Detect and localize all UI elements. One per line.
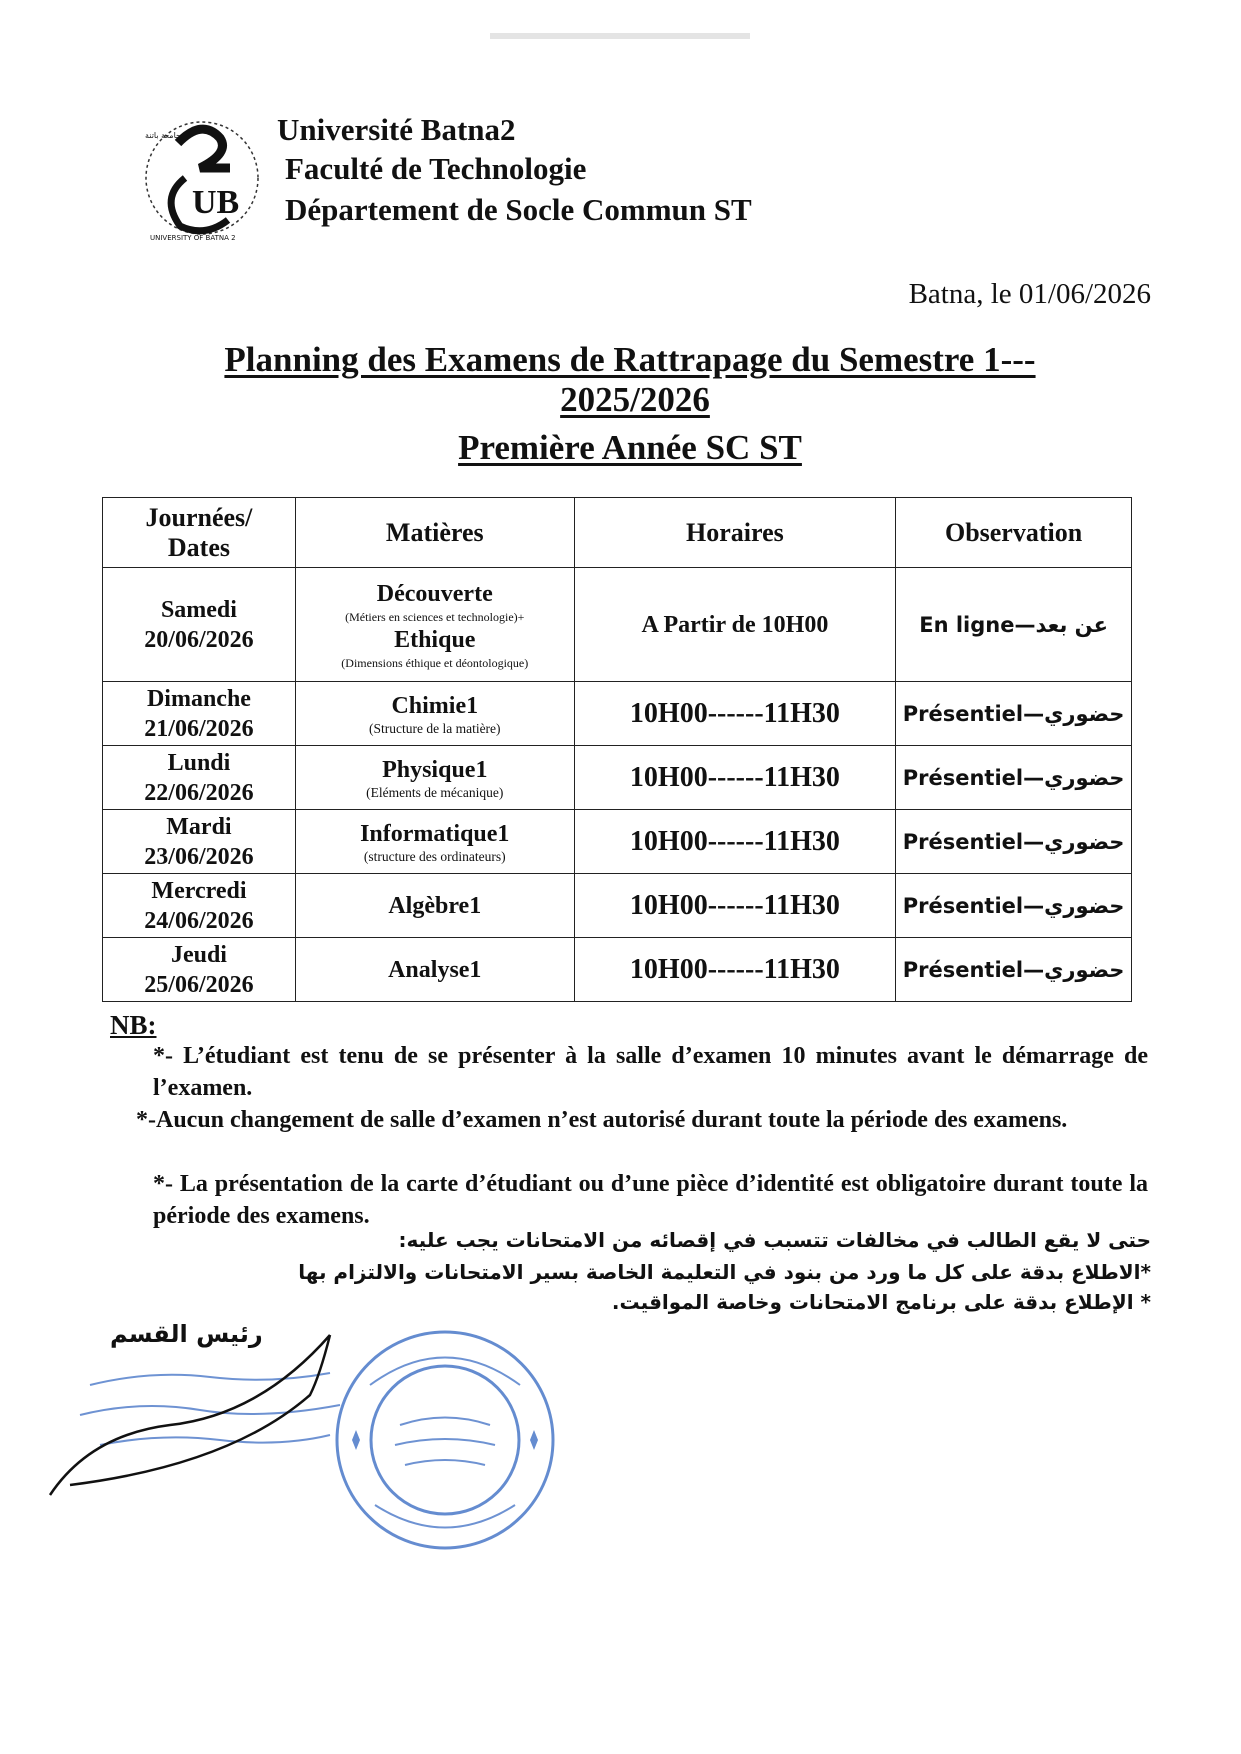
note-item: *- L’étudiant est tenu de se présenter à la salle d’examen 10 minutes avant le démarrage de l’examen. [153, 1043, 1148, 1101]
page-title-year: 2025/2026 [560, 380, 710, 419]
time-cell: A Partir de 10H00 [574, 568, 896, 682]
subject-note: (structure des ordinateurs) [363, 848, 506, 864]
table-row [103, 938, 1132, 1002]
day-name: Lundi [167, 749, 231, 776]
subject-cell [295, 568, 574, 682]
day-cell [103, 746, 296, 810]
time-cell: 10H00------11H30 [574, 938, 896, 1002]
day-cell [103, 682, 296, 746]
day-cell [103, 568, 296, 682]
day-name: Jeudi [170, 941, 227, 968]
day-date: 25/06/2026 [144, 971, 254, 998]
observation-cell: Présentiel—حضوري [896, 746, 1132, 810]
column-header-subjects: Matières [295, 498, 574, 568]
observation-cell: Présentiel—حضوري [896, 938, 1132, 1002]
column-header-dates: Journées/ Dates [103, 498, 296, 568]
table-row [103, 746, 1132, 810]
handwritten-signature [30, 1315, 360, 1505]
day-name: Samedi [160, 596, 237, 623]
table-row [103, 682, 1132, 746]
page-title: Planning des Examens de Rattrapage du Semestre 1--- [224, 340, 1036, 379]
page-subtitle: Première Année SC ST [458, 428, 802, 467]
subject-name: Physique1 [382, 756, 488, 783]
day-cell [103, 938, 296, 1002]
official-stamp [330, 1325, 560, 1555]
day-name: Dimanche [146, 685, 251, 712]
observation-cell: Présentiel—حضوري [896, 874, 1132, 938]
time-cell: 10H00------11H30 [574, 810, 896, 874]
time-cell: 10H00------11H30 [574, 874, 896, 938]
subject-note-2: (Dimensions éthique et déontologique) [341, 655, 529, 670]
svg-text:UNIVERSITY OF BATNA 2: UNIVERSITY OF BATNA 2 [150, 234, 236, 242]
subject-note: (Eléments de mécanique) [366, 784, 504, 800]
svg-text:UB: UB [192, 184, 240, 221]
department-name: Département de Socle Commun ST [285, 192, 752, 227]
arabic-note-intro: حتى لا يقع الطالب في مخالفات تتسبب في إقصائه من الامتحانات يجب عليه: [398, 1228, 1151, 1252]
time-cell: 10H00------11H30 [574, 746, 896, 810]
arabic-note-item: *الاطلاع بدقة على كل ما ورد من بنود في التعليمة الخاصة بسير الامتحانات والالتزام بها [298, 1260, 1151, 1284]
observation-cell: Présentiel—حضوري [896, 810, 1132, 874]
observation-cell: En ligne—عن بعد [896, 568, 1132, 682]
subject-name: Chimie1 [391, 692, 479, 719]
time-cell: 10H00------11H30 [574, 682, 896, 746]
arabic-note-item: * الإطلاع بدقة على برنامج الامتحانات وخاصة المواقيت. [611, 1290, 1151, 1314]
column-header-times: Horaires [574, 498, 896, 568]
university-logo [140, 108, 265, 248]
subject-name: Informatique1 [360, 820, 510, 847]
note-item: *-Aucun changement de salle d’examen n’est autorisé durant toute la période des examens. [136, 1107, 1068, 1133]
university-name: Université Batna2 [277, 112, 516, 147]
day-date: 20/06/2026 [144, 626, 254, 653]
subject-cell: Algèbre1 [295, 874, 574, 938]
table-header-row [103, 498, 1132, 568]
day-date: 21/06/2026 [144, 715, 254, 742]
day-date: 24/06/2026 [144, 907, 254, 934]
day-cell [103, 874, 296, 938]
day-cell [103, 810, 296, 874]
subject-cell [295, 746, 574, 810]
day-date: 23/06/2026 [144, 843, 254, 870]
table-row [103, 810, 1132, 874]
subject-name-2: Ethique [394, 626, 476, 653]
table-row [103, 568, 1132, 682]
observation-cell: Présentiel—حضوري [896, 682, 1132, 746]
document-date: Batna, le 01/06/2026 [908, 278, 1151, 310]
faculty-name: Faculté de Technologie [285, 151, 587, 186]
exam-schedule-table [102, 497, 1132, 1002]
subject-cell [295, 810, 574, 874]
signatory-title: رئيس القسم [110, 1320, 263, 1348]
column-header-observation: Observation [896, 498, 1132, 568]
subject-name: Découverte [376, 580, 493, 607]
subject-cell [295, 682, 574, 746]
subject-cell: Analyse1 [295, 938, 574, 1002]
scan-artifact [490, 30, 750, 42]
subject-note: (Métiers en sciences et technologie)+ [345, 609, 525, 624]
notes-label: NB: [110, 1010, 157, 1040]
day-date: 22/06/2026 [144, 779, 254, 806]
day-name: Mercredi [151, 877, 247, 904]
svg-text:جامعة باتنة: جامعة باتنة [145, 131, 181, 140]
note-item: *- La présentation de la carte d’étudiant ou d’une pièce d’identité est obligatoire durant toute la période des examens. [153, 1171, 1148, 1229]
table-row [103, 874, 1132, 938]
subject-note: (Structure de la matière) [368, 720, 501, 736]
day-name: Mardi [166, 813, 232, 840]
